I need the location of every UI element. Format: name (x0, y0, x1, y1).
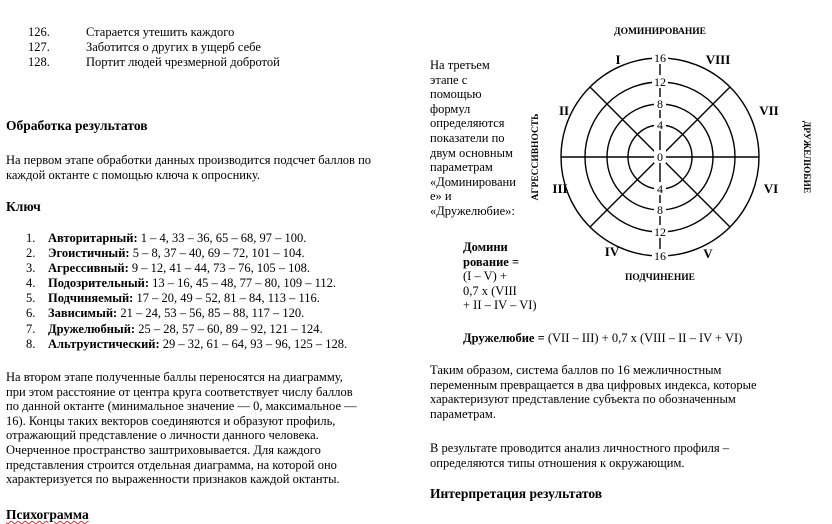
paragraph-line: «Дружелюбие»: (430, 203, 515, 218)
paragraph-line: На втором этапе полученные баллы переносятся на диаграмму, (6, 370, 343, 384)
octant-label: VI (763, 181, 779, 196)
key-item-name: Подчиняемый: (48, 291, 134, 306)
third-stage-paragraph (430, 58, 530, 219)
key-item-ranges: 29 – 32, 61 – 64, 93 – 96, 125 – 128. (162, 336, 348, 351)
key-item-ranges: 1 – 4, 33 – 36, 65 – 68, 97 – 100. (140, 231, 307, 245)
octant-label: II (558, 103, 570, 118)
formula-friendliness (463, 331, 742, 346)
key-item (0, 291, 400, 306)
formula-line: 0,7 х (VIII (463, 283, 517, 298)
axis-title-left: АГРЕССИВНОСТЬ (531, 113, 541, 201)
scale-label: 8 (657, 203, 663, 217)
key-item-name: Авторитарный: (48, 231, 138, 245)
key-item-name: Подозрительный: (48, 276, 150, 291)
octant-label: V (703, 246, 713, 261)
key-item (0, 246, 400, 261)
conclusion-paragraph (430, 441, 825, 470)
formula-line: (I – V) + (463, 269, 507, 283)
interpersonal-diagram (520, 18, 825, 290)
scale-label: 4 (657, 182, 663, 196)
paragraph-line: характеризуется по выраженности признаков каждой октанты. (6, 472, 340, 487)
summary-paragraph (430, 363, 825, 421)
scale-label: 0 (657, 150, 663, 164)
key-item-ranges: 5 – 8, 37 – 40, 69 – 72, 101 – 104. (132, 246, 305, 261)
formula-line: + II – IV – VI) (463, 298, 537, 313)
paragraph-line: определяются (430, 116, 505, 131)
list-item (28, 55, 280, 70)
paragraph-line: помощью (430, 87, 482, 102)
key-item-number: 6. (26, 306, 36, 321)
list-item (28, 40, 261, 55)
key-item-name: Эгоистичный: (48, 246, 130, 261)
formula-dominance-expr (463, 269, 573, 313)
item-text: Заботится о других в ущерб себе (86, 40, 261, 54)
formula-friendliness-expr: (VII – III) + 0,7 х (VIII – II – IV + VI) (547, 331, 743, 345)
key-item-name: Альтруистический: (48, 336, 160, 351)
item-number: 128. (28, 55, 50, 69)
key-item (0, 322, 400, 337)
key-item-name: Зависимый: (48, 306, 118, 321)
axis-title-bottom: ПОДЧИНЕНИЕ (624, 273, 696, 283)
interpretation-heading: Интерпретация результатов (430, 486, 603, 501)
octant-label: I (615, 52, 621, 67)
paragraph-line: «Доминировани (430, 174, 516, 189)
key-item-name: Дружелюбный: (48, 321, 136, 336)
processing-paragraph: На первом этапе обработки данных производится подсчет баллов по каждой октанте с помощью ключа к опроснику. (6, 153, 372, 182)
scale-label: 8 (657, 97, 663, 111)
key-item-number: 2. (26, 246, 36, 261)
octant-label: VII (759, 103, 779, 118)
paragraph-line: параметрам. (430, 406, 496, 421)
key-item (0, 276, 400, 291)
processing-heading: Обработка результатов (6, 118, 148, 133)
key-item-name: Агрессивный: (48, 261, 129, 276)
paragraph-line: этапе с (430, 72, 468, 87)
paragraph-line: Таким образом, система баллов по 16 межличностным (430, 363, 722, 377)
paragraph-line: двум основным (430, 145, 513, 160)
key-item-ranges: 13 – 16, 45 – 48, 77 – 80, 109 – 112. (152, 276, 337, 291)
key-item-number: 7. (26, 321, 36, 336)
scale-label: 16 (654, 249, 666, 263)
paragraph-line: характеризуют представление субъекта по обозначенным (430, 392, 736, 407)
key-item-ranges: 17 – 20, 49 – 52, 81 – 84, 113 – 116. (136, 291, 320, 306)
paragraph-line: На третьем (430, 58, 490, 72)
octant-label: III (552, 181, 568, 196)
scale-label: 16 (654, 51, 666, 65)
list-item (28, 25, 234, 40)
key-item-ranges: 25 – 28, 57 – 60, 89 – 92, 121 – 124. (138, 321, 323, 336)
key-item-number: 3. (26, 261, 36, 276)
item-number: 126. (28, 25, 50, 39)
paragraph-line: переменным превращается в два цифровых индекса, которые (430, 377, 757, 392)
axis-title-right: ДРУЖЕЛЮБИЕ (801, 120, 811, 194)
item-text: Старается утешить каждого (86, 25, 235, 39)
axis-title-top: ДОМИНИРОВАНИЕ (614, 27, 706, 37)
formula-line: Домини (463, 240, 508, 254)
key-item (0, 231, 400, 246)
key-item-number: 4. (26, 276, 36, 291)
paragraph-line: при этом расстояние от центра круга соответствует числу баллов (6, 384, 353, 399)
paragraph-line: параметрам (430, 160, 493, 175)
paragraph-line: определяются типы отношения к окружающим. (430, 455, 685, 470)
paragraph-line: отражающий представление о личности данного человека. (6, 428, 319, 443)
key-item-ranges: 21 – 24, 53 – 56, 85 – 88, 117 – 120. (120, 306, 305, 321)
item-text: Портит людей чрезмерной добротой (86, 55, 280, 69)
paragraph-line: представления строится отдельная диаграмма, на которой оно (6, 457, 337, 472)
key-item (0, 306, 400, 321)
paragraph-line: 16). Концы таких векторов соединяются и образуют профиль, (6, 413, 336, 428)
paragraph-line: В результате проводится анализ личностного профиля – (430, 441, 730, 455)
key-item-number: 1. (26, 231, 36, 245)
octant-label: VIII (705, 52, 731, 67)
key-item-number: 5. (26, 291, 36, 306)
second-stage-paragraph (6, 370, 406, 487)
scale-label: 4 (657, 118, 663, 132)
item-number: 127. (28, 40, 50, 54)
paragraph-line: Очерченное пространство заштриховывается. Для каждого (6, 442, 321, 457)
formula-line: рование = (463, 254, 520, 269)
scale-label: 12 (654, 75, 666, 89)
formula-friendliness-label: Дружелюбие = (463, 331, 545, 345)
formula-dominance-label (463, 240, 553, 269)
key-item-number: 8. (26, 336, 36, 351)
key-list (0, 231, 400, 352)
scale-label: 12 (654, 225, 666, 239)
paragraph-line: е» и (430, 189, 452, 204)
key-heading: Ключ (6, 199, 41, 214)
paragraph-line: показатели по (430, 130, 505, 145)
key-item (0, 261, 400, 276)
key-item (0, 337, 400, 352)
paragraph-line: по данной октанте (минимальное значение — 0, максимальное — (6, 399, 357, 414)
key-item-ranges: 9 – 12, 41 – 44, 73 – 76, 105 – 108. (131, 261, 310, 276)
paragraph-line: формул (430, 101, 471, 116)
psychogram-heading: Психограмма (6, 507, 89, 522)
octant-label: IV (604, 244, 620, 259)
